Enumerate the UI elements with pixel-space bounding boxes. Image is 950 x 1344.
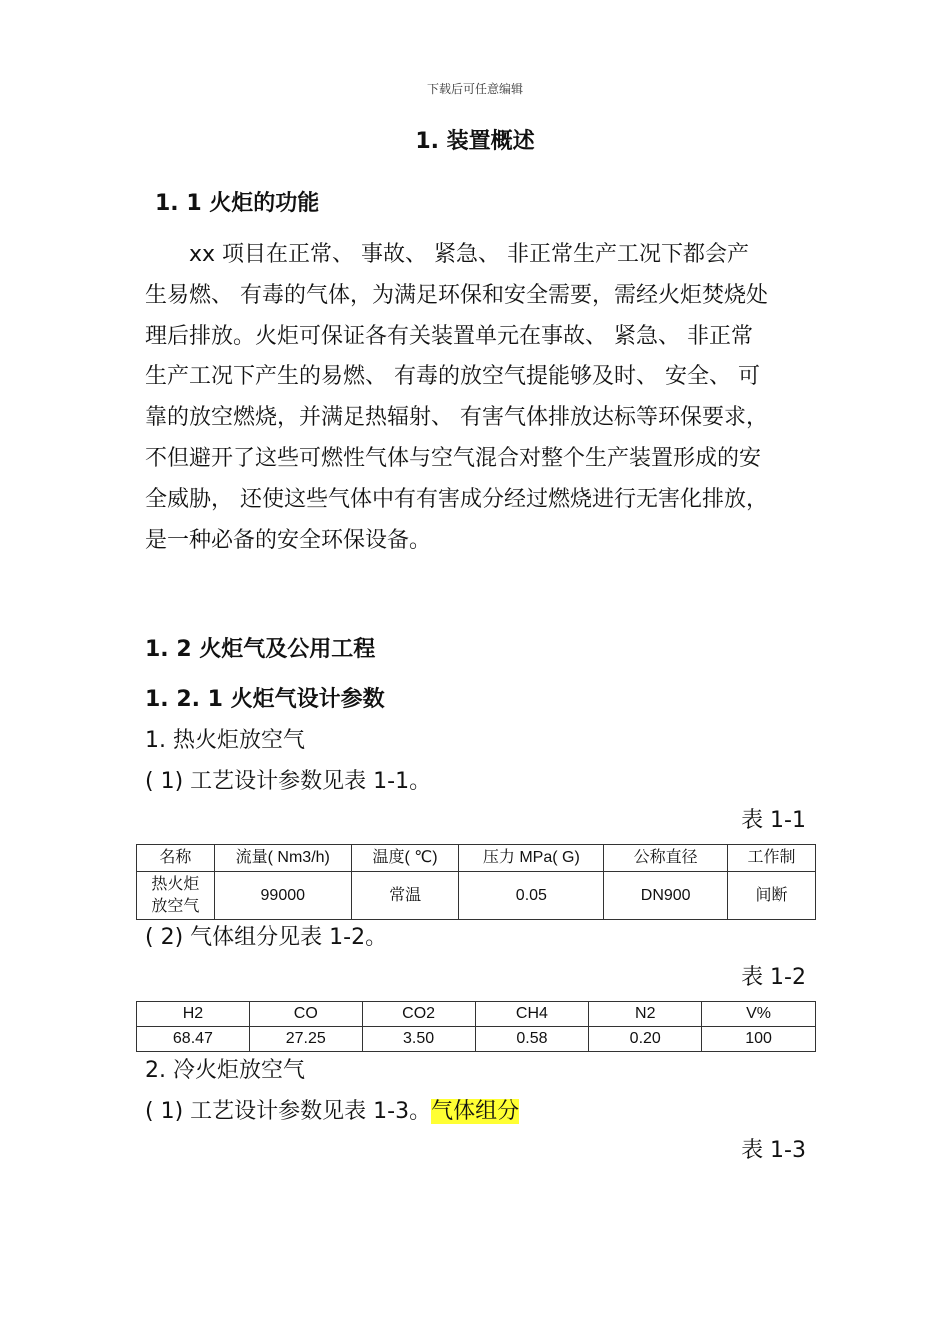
section-heading-1-2: 1. 2 火炬气及公用工程 xyxy=(145,637,376,662)
table-1-1 xyxy=(136,844,816,920)
table-header-row xyxy=(137,1002,816,1027)
item-2-1-text xyxy=(145,1094,519,1125)
table-header-cell: CO xyxy=(249,1002,362,1027)
table-header-cell: V% xyxy=(702,1002,816,1027)
table-cell: 99000 xyxy=(214,872,351,920)
paragraph-line: 生产工况下产生的易燃、 有毒的放空气提能够及时、 安全、 可 xyxy=(145,364,760,390)
paragraph-line: 是一种必备的安全环保设备。 xyxy=(145,527,432,553)
table-header-cell: 工作制 xyxy=(728,845,816,872)
table-cell: 0.58 xyxy=(475,1027,589,1052)
table-cell: 3.50 xyxy=(362,1027,475,1052)
table-header-cell: CH4 xyxy=(475,1002,589,1027)
section-heading-1-1: 1. 1 火炬的功能 xyxy=(155,191,320,216)
item-heading-2: 2. 冷火炬放空气 xyxy=(145,1058,305,1083)
table-header-cell: 压力 MPa( G) xyxy=(459,845,604,872)
item-heading-1: 1. 热火炬放空气 xyxy=(145,728,305,753)
highlighted-text: 气体组分 xyxy=(431,1099,520,1124)
table-cell: DN900 xyxy=(604,872,728,920)
table-header-cell: CO2 xyxy=(362,1002,475,1027)
paragraph-line: 不但避开了这些可燃性气体与空气混合对整个生产装置形成的安 xyxy=(145,445,762,471)
table-cell: 100 xyxy=(702,1027,816,1052)
item-2-1-label: ( 1) 工艺设计参数见表 1-3。 xyxy=(145,1099,432,1124)
table-1-2-caption: 表 1-2 xyxy=(741,965,806,990)
table-cell: 68.47 xyxy=(137,1027,250,1052)
table-1-3-caption: 表 1-3 xyxy=(741,1138,806,1163)
item-1-2-text: ( 2) 气体组分见表 1-2。 xyxy=(145,925,388,950)
table-header-cell: 流量( Nm3/h) xyxy=(214,845,351,872)
table-header-cell: 名称 xyxy=(137,845,215,872)
paragraph-line: 靠的放空燃烧，并满足热辐射、 有害气体排放达标等环保要求， xyxy=(145,405,768,431)
table-header-cell: 温度( ℃) xyxy=(351,845,459,872)
table-row xyxy=(137,872,816,920)
table-header-cell: N2 xyxy=(589,1002,702,1027)
paragraph-line: 生易燃、 有毒的气体，为满足环保和安全需要，需经火炬焚烧处 xyxy=(145,282,768,308)
table-1-1-caption: 表 1-1 xyxy=(741,808,806,833)
table-cell: 间断 xyxy=(728,872,816,920)
paragraph-line: xx 项目在正常、 事故、 紧急、 非正常生产工况下都会产 xyxy=(189,242,750,267)
page-header: 下载后可任意编辑 xyxy=(426,82,523,96)
table-cell: 0.20 xyxy=(589,1027,702,1052)
table-cell: 27.25 xyxy=(249,1027,362,1052)
table-header-row xyxy=(137,845,816,872)
section-heading-1-2-1: 1. 2. 1 火炬气设计参数 xyxy=(145,687,385,712)
item-1-1-text: ( 1) 工艺设计参数见表 1-1。 xyxy=(145,769,432,794)
paragraph-line: 全威胁， 还使这些气体中有有害成分经过燃烧进行无害化排放， xyxy=(145,486,768,512)
table-row xyxy=(137,1027,816,1052)
function-paragraph xyxy=(145,235,810,561)
table-header-cell: H2 xyxy=(137,1002,250,1027)
table-cell xyxy=(137,872,215,920)
table-cell-line: 热火炬 xyxy=(151,875,200,893)
paragraph-line: 理后排放。火炬可保证各有关装置单元在事故、 紧急、 非正常 xyxy=(145,323,753,349)
table-1-2 xyxy=(136,1001,816,1052)
table-header-cell: 公称直径 xyxy=(604,845,728,872)
table-cell: 0.05 xyxy=(459,872,604,920)
table-cell-line: 放空气 xyxy=(151,897,200,915)
page-title: 1. 装置概述 xyxy=(415,129,535,154)
table-cell: 常温 xyxy=(351,872,459,920)
